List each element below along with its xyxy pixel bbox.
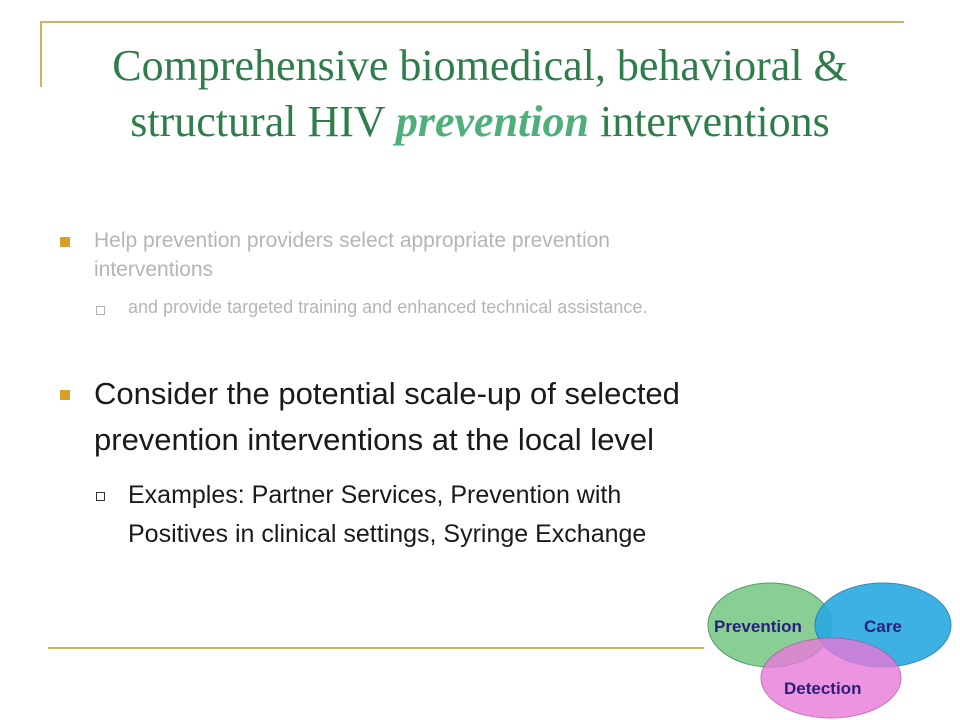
bullet-2-sub-line-1: Examples: Partner Services, Prevention with — [128, 481, 622, 509]
prevention-label: Prevention — [714, 617, 802, 636]
bullet-1-line-1: Help prevention providers select appropriate prevention — [94, 229, 610, 252]
title-line-2 — [40, 94, 920, 150]
title-emphasis: prevention — [395, 97, 589, 146]
title-text-pre: structural HIV — [130, 97, 396, 146]
bullet-1-sub: and provide targeted training and enhanced technical assistance. — [128, 297, 648, 317]
bullet-1-line-2: interventions — [94, 258, 214, 281]
bullet-2-sub-line-2: Positives in clinical settings, Syringe Exchange — [128, 520, 647, 548]
slide-title — [40, 38, 920, 150]
bullet-2-line-2: prevention interventions at the local level — [94, 422, 655, 457]
sub-bullet-checkbox-icon — [96, 306, 105, 315]
sub-bullet-checkbox-icon — [96, 492, 105, 501]
detection-circle — [761, 638, 901, 718]
title-text-post: interventions — [588, 97, 830, 146]
bullet-2-line-1: Consider the potential scale-up of selected — [94, 376, 680, 411]
bottom-rule — [48, 647, 704, 649]
title-line-1: Comprehensive biomedical, behavioral & — [112, 41, 848, 90]
detection-label: Detection — [784, 679, 862, 698]
care-label: Care — [864, 617, 902, 636]
bullet-square-icon — [60, 390, 70, 400]
bullet-square-icon — [60, 237, 70, 247]
top-rule — [40, 21, 904, 23]
venn-diagram — [700, 578, 956, 720]
